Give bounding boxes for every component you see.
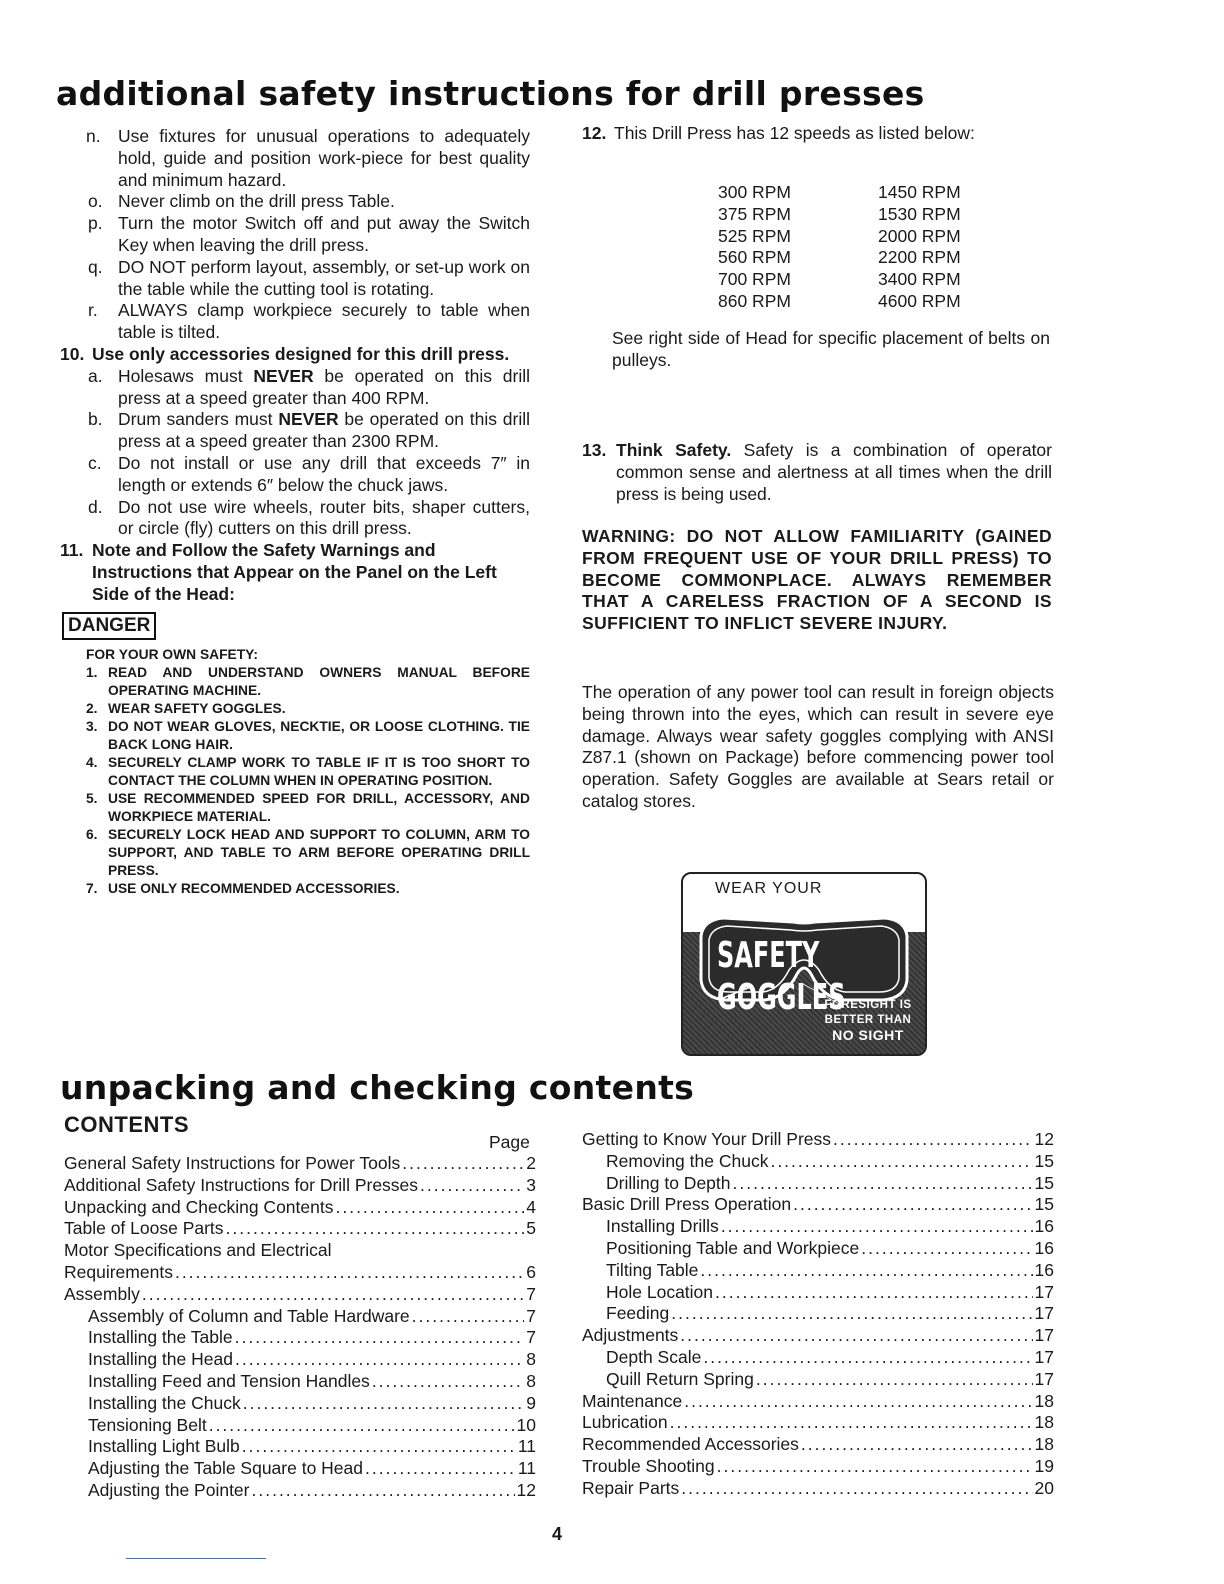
toc-entry-title: Quill Return Spring — [606, 1368, 754, 1389]
list-item-a: a. Holesaws must NEVER be operated on this drill press at a speed greater than 400 RPM. — [88, 365, 530, 408]
badge-top-text: WEAR YOUR — [715, 880, 823, 897]
toc-entry-title: Motor Specifications and Electrical — [64, 1240, 332, 1261]
toc-entry — [64, 1153, 536, 1175]
speeds-note: See right side of Head for specific placement of belts on pulleys. — [612, 328, 1050, 370]
danger-list — [60, 646, 530, 898]
toc-entry — [582, 1478, 1054, 1500]
toc-entry — [582, 1391, 1054, 1413]
list-item-c: c. Do not install or use any drill that exceeds 7″ in length or extends 6″ below the chuck jaws. — [88, 452, 530, 495]
toc-entry-title: Trouble Shooting — [582, 1455, 715, 1476]
left-column — [60, 126, 530, 898]
toc-leader-dots — [175, 1262, 524, 1284]
danger-item: 1. READ AND UNDERSTAND OWNERS MANUAL BEFORE OPERATING MACHINE. — [86, 664, 530, 698]
toc-entry-page: 20 — [1034, 1477, 1054, 1498]
toc-entry-page: 15 — [1034, 1194, 1054, 1215]
toc-entry-page: 2 — [526, 1153, 536, 1173]
list-item-11: 11. Note and Follow the Safety Warnings and Instructions that Appear on the Panel on the Left Side of the Head: — [60, 540, 497, 604]
toc-entry-title: Recommended Accessories — [582, 1434, 799, 1455]
toc-entry-title: Drilling to Depth — [606, 1172, 731, 1193]
toc-entry-page: 12 — [1034, 1129, 1054, 1149]
badge-main-text: SAFETY GOGGLES — [717, 934, 846, 1018]
toc-leader-dots — [670, 1412, 1033, 1434]
danger-item: 4. SECURELY CLAMP WORK TO TABLE IF IT IS TOO SHORT TO CONTACT THE COLUMN WHEN IN OPERATING POSITION. — [86, 754, 530, 788]
toc-leader-dots — [209, 1415, 515, 1437]
toc-entry-title: Installing the Table — [88, 1327, 233, 1348]
toc-entry — [64, 1284, 536, 1306]
toc-leader-dots — [680, 1325, 1032, 1347]
toc-entry — [64, 1327, 536, 1349]
toc-entry-page: 10 — [516, 1414, 536, 1435]
toc-entry-title: Adjusting the Pointer — [88, 1479, 250, 1500]
toc-leader-dots — [700, 1260, 1032, 1282]
toc-entry-title: Basic Drill Press Operation — [582, 1194, 792, 1215]
toc-leader-dots — [721, 1216, 1033, 1238]
toc-entry-page: 16 — [1034, 1237, 1054, 1258]
toc-entry-title: Positioning Table and Workpiece — [606, 1237, 860, 1258]
toc-entry-page: 16 — [1034, 1216, 1054, 1237]
page-number: 4 — [552, 1524, 563, 1544]
section-title-unpacking: unpacking and checking contents — [60, 1068, 695, 1107]
toc-entry — [64, 1175, 536, 1197]
toc-entry-page: 18 — [1034, 1412, 1054, 1433]
toc-entry — [64, 1415, 536, 1437]
toc-entry — [64, 1393, 536, 1415]
toc-leader-dots — [861, 1238, 1032, 1260]
toc-entry-page: 15 — [1034, 1172, 1054, 1193]
toc-entry-title: Lubrication — [582, 1412, 668, 1433]
list-item-10: 10. Use only accessories designed for this drill press. — [60, 343, 510, 364]
toc-entry — [64, 1349, 536, 1371]
section-title-safety: additional safety instructions for drill presses — [56, 74, 925, 113]
toc-leader-dots — [365, 1458, 516, 1480]
toc-entry — [582, 1194, 1054, 1216]
toc-entry-title: Installing Feed and Tension Handles — [88, 1370, 370, 1391]
warning-paragraph: WARNING: DO NOT ALLOW FAMILIARITY (GAINED FROM FREQUENT USE OF YOUR DRILL PRESS) TO BECOME COMMONPLACE. ALWAYS REMEMBER THAT A CARELESS FRACTION OF A SECOND IS SUFFICIENT TO INFLICT SEVERE INJURY. — [582, 526, 1052, 634]
toc-entry-page: 18 — [1034, 1434, 1054, 1455]
toc-entry-page: 8 — [526, 1349, 536, 1370]
list-item-d: d. Do not use wire wheels, router bits, shaper cutters, or circle (fly) cutters on this drill press. — [88, 496, 530, 539]
danger-item: 6. SECURELY LOCK HEAD AND SUPPORT TO COLUMN, ARM TO SUPPORT, AND TABLE TO ARM BEFORE OPERATING DRILL PRESS. — [86, 826, 530, 878]
toc-entry-title: Installing Light Bulb — [88, 1436, 240, 1457]
toc-entry-title: Installing Drills — [606, 1216, 719, 1237]
toc-entry-title: Tensioning Belt — [88, 1414, 207, 1435]
footer-rule — [126, 1558, 266, 1559]
toc-leader-dots — [756, 1369, 1033, 1391]
toc-entry — [582, 1216, 1054, 1238]
toc-leader-dots — [412, 1306, 525, 1328]
toc-entry-title: General Safety Instructions for Power Tools — [64, 1153, 401, 1173]
toc-entry-page: 11 — [517, 1436, 536, 1457]
list-item-p: p. Turn the motor Switch off and put away the Switch Key when leaving the drill press. — [88, 213, 530, 255]
list-item-b: b. Drum sanders must NEVER be operated on this drill press at a speed greater than 2300 RPM. — [88, 409, 530, 452]
list-item-n: n. Use fixtures for unusual operations to adequately hold, guide and position work-piece for best quality and minimum hazard. — [86, 126, 530, 190]
toc-entry-title: Feeding — [606, 1303, 670, 1324]
toc-entry-page: 12 — [516, 1479, 536, 1500]
toc-entry — [64, 1458, 536, 1480]
toc-entry — [582, 1238, 1054, 1260]
speed-row: 860 RPM 4600 RPM — [718, 290, 961, 311]
danger-label: DANGER — [62, 612, 156, 640]
toc-entry — [582, 1260, 1054, 1282]
toc-entry — [582, 1434, 1054, 1456]
danger-heading: FOR YOUR OWN SAFETY: — [86, 646, 258, 662]
toc-entry-page: 7 — [526, 1327, 536, 1348]
toc-leader-dots — [715, 1282, 1033, 1304]
toc-entry-title: Removing the Chuck — [606, 1150, 769, 1171]
danger-item: 7. USE ONLY RECOMMENDED ACCESSORIES. — [86, 880, 400, 896]
toc-leader-dots — [684, 1391, 1032, 1413]
toc-leader-dots — [142, 1284, 524, 1306]
toc-entry-title: Installing the Chuck — [88, 1392, 241, 1413]
toc-entry-title: Tilting Table — [606, 1259, 699, 1280]
toc-entry — [582, 1282, 1054, 1304]
contents-list-left — [64, 1153, 536, 1502]
toc-entry-page: 7 — [526, 1283, 536, 1304]
toc-entry-page: 8 — [526, 1370, 536, 1391]
toc-entry-page: 6 — [526, 1261, 536, 1282]
toc-entry-page: 18 — [1034, 1390, 1054, 1411]
toc-leader-dots — [681, 1478, 1032, 1500]
toc-entry — [582, 1129, 1054, 1151]
toc-entry — [64, 1436, 536, 1458]
toc-entry-title: Requirements — [64, 1261, 173, 1282]
item-12: 12. This Drill Press has 12 speeds as listed below: — [582, 123, 975, 143]
toc-entry-title: Table of Loose Parts — [64, 1218, 224, 1239]
toc-entry-title: Hole Location — [606, 1281, 714, 1302]
toc-entry-page: 17 — [1034, 1281, 1054, 1302]
danger-item: 2. WEAR SAFETY GOGGLES. — [86, 700, 286, 716]
toc-entry-title: Maintenance — [582, 1390, 683, 1411]
speed-row: 300 RPM 1450 RPM — [718, 182, 961, 202]
toc-leader-dots — [671, 1303, 1032, 1325]
toc-entry-title: Assembly of Column and Table Hardware — [88, 1305, 410, 1326]
speed-row: 560 RPM 2200 RPM — [718, 247, 961, 268]
toc-entry — [64, 1197, 536, 1219]
toc-entry-title: Depth Scale — [606, 1346, 702, 1367]
toc-entry-page: 15 — [1034, 1150, 1054, 1171]
toc-entry-page: 17 — [1034, 1325, 1054, 1346]
toc-leader-dots — [242, 1436, 516, 1458]
toc-entry — [582, 1173, 1054, 1195]
speed-row: 700 RPM 3400 RPM — [718, 269, 961, 290]
toc-leader-dots — [402, 1153, 524, 1175]
list-item-q: q. DO NOT perform layout, assembly, or set-up work on the table while the cutting tool is rotating. — [88, 256, 530, 299]
safety-goggles-badge — [681, 872, 927, 1056]
toc-entry-page: 17 — [1034, 1303, 1054, 1324]
toc-entry-title: Installing the Head — [88, 1349, 233, 1370]
toc-entry-title: Additional Safety Instructions for Drill Presses — [64, 1174, 419, 1195]
toc-leader-dots — [801, 1434, 1033, 1456]
toc-entry — [64, 1240, 536, 1262]
toc-leader-dots — [703, 1347, 1032, 1369]
toc-entry-title: Assembly — [64, 1283, 140, 1304]
danger-item: 3. DO NOT WEAR GLOVES, NECKTIE, OR LOOSE CLOTHING. TIE BACK LONG HAIR. — [86, 718, 530, 752]
goggles-paragraph: The operation of any power tool can result in foreign objects being thrown into the eyes, which can result in severe eye damage. Always wear safety goggles complying with ANSI Z87.1 (shown on Package) before commencing power tool operation. Safety Goggles are available at Sears retail or catalog stores. — [582, 682, 1054, 811]
toc-entry-page: 7 — [526, 1305, 536, 1326]
item-13: 13. Think Safety. Safety is a combination of operator common sense and alertness at all times when the drill press is being used. — [582, 440, 1052, 504]
toc-entry — [582, 1412, 1054, 1434]
toc-leader-dots — [372, 1371, 524, 1393]
toc-leader-dots — [793, 1194, 1032, 1216]
toc-leader-dots — [243, 1393, 525, 1415]
toc-entry — [64, 1218, 536, 1240]
toc-entry-page: 4 — [526, 1196, 536, 1217]
contents-page-label: Page — [489, 1132, 530, 1152]
toc-leader-dots — [335, 1197, 524, 1219]
list-item-r: r. ALWAYS clamp workpiece securely to table when table is tilted. — [88, 300, 530, 343]
contents-heading: CONTENTS — [64, 1112, 189, 1137]
toc-entry-title: Adjustments — [582, 1325, 679, 1346]
toc-entry — [582, 1303, 1054, 1325]
toc-leader-dots — [770, 1151, 1032, 1173]
toc-entry-title: Adjusting the Table Square to Head — [88, 1458, 364, 1479]
toc-leader-dots — [733, 1173, 1033, 1195]
toc-leader-dots — [717, 1456, 1033, 1478]
toc-entry — [64, 1306, 536, 1328]
toc-entry — [582, 1325, 1054, 1347]
toc-entry-page: 9 — [526, 1392, 536, 1413]
danger-item: 5. USE RECOMMENDED SPEED FOR DRILL, ACCESSORY, AND WORKPIECE MATERIAL. — [86, 790, 530, 824]
toc-entry-title: Getting to Know Your Drill Press — [582, 1129, 832, 1149]
toc-leader-dots — [235, 1327, 525, 1349]
toc-entry — [582, 1151, 1054, 1173]
toc-entry-title: Repair Parts — [582, 1477, 680, 1498]
toc-leader-dots — [252, 1480, 515, 1502]
toc-entry-page: 3 — [526, 1174, 536, 1195]
toc-leader-dots — [833, 1129, 1033, 1151]
toc-entry-title: Unpacking and Checking Contents — [64, 1196, 334, 1217]
toc-entry-page: 19 — [1034, 1455, 1054, 1476]
toc-entry — [582, 1456, 1054, 1478]
toc-leader-dots — [235, 1349, 524, 1371]
toc-leader-dots — [226, 1218, 525, 1240]
toc-entry — [582, 1369, 1054, 1391]
toc-entry-page: 17 — [1034, 1346, 1054, 1367]
badge-slogan: FORESIGHT IS BETTER THAN NO SIGHT — [824, 999, 912, 1043]
toc-entry — [64, 1262, 536, 1284]
list-item-o: o. Never climb on the drill press Table. — [88, 191, 395, 212]
toc-entry — [64, 1480, 536, 1502]
toc-entry-page: 17 — [1034, 1368, 1054, 1389]
toc-entry — [582, 1347, 1054, 1369]
toc-entry-page: 5 — [526, 1218, 536, 1239]
speed-row: 525 RPM 2000 RPM — [718, 225, 961, 246]
speed-table — [718, 182, 961, 313]
toc-leader-dots — [420, 1175, 524, 1197]
toc-entry-page: 11 — [517, 1458, 536, 1479]
toc-entry-page: 16 — [1034, 1259, 1054, 1280]
toc-entry — [64, 1371, 536, 1393]
contents-list-right — [582, 1129, 1054, 1500]
speed-row: 375 RPM 1530 RPM — [718, 203, 961, 224]
